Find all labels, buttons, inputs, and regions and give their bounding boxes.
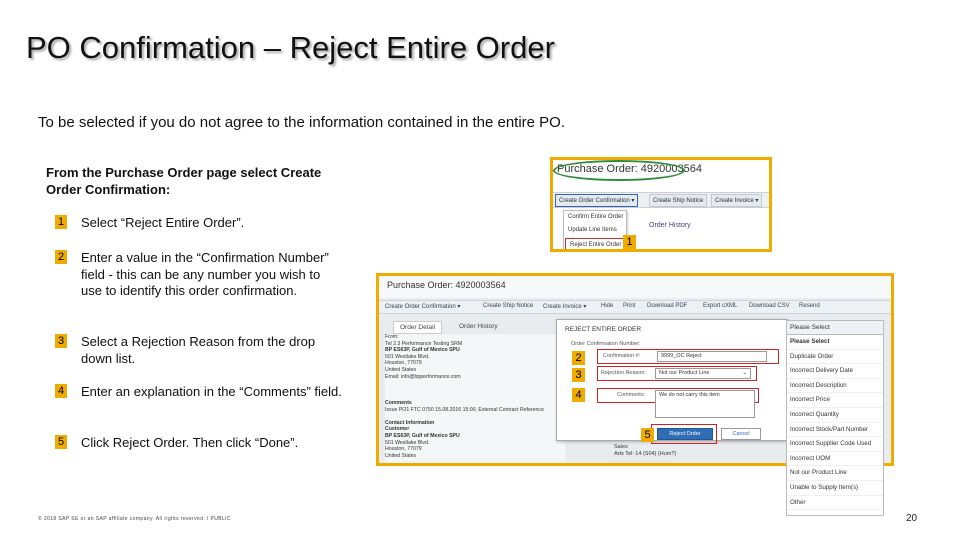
step-2 — [55, 250, 345, 318]
detail-line: Tel 2.3 Performance Testing SRM — [385, 340, 463, 347]
callout-4: 4 — [572, 388, 585, 402]
create-invoice-button[interactable]: Create Invoice ▾ — [543, 304, 587, 310]
tab-order-history[interactable]: Order History — [459, 323, 498, 330]
menu-item-confirm-entire-order[interactable]: Confirm Entire Order — [568, 214, 624, 220]
detail-line: 501 Westlake Blvd. — [385, 439, 430, 446]
dropdown-option[interactable]: Please Select — [787, 335, 883, 350]
detail-line: 501 Westlake Blvd. — [385, 353, 430, 360]
intro-text: To be selected if you do not agree to the information contained in the entire PO. — [38, 114, 565, 131]
detail-line — [385, 413, 565, 420]
dropdown-option[interactable]: Incorrect Stock/Part Number — [787, 423, 883, 438]
create-ship-notice-button[interactable]: Create Ship Notice — [649, 194, 707, 207]
po-details-panel — [385, 334, 565, 464]
step-text: Click Reject Order. Then click “Done”. — [81, 435, 299, 450]
page-title: PO Confirmation – Reject Entire Order — [26, 30, 555, 65]
dropdown-head[interactable]: Please Select — [787, 321, 883, 335]
comments-label: Comments: — [617, 392, 646, 398]
create-invoice-button[interactable]: Create Invoice ▾ — [711, 194, 762, 207]
detail-line: Comments — [385, 399, 412, 406]
cancel-button[interactable]: Cancel — [721, 428, 761, 440]
order-history-link[interactable]: Order History — [649, 222, 691, 229]
menu-item-update-line-items[interactable]: Update Line Items — [568, 227, 617, 233]
reject-entire-order-dialog — [556, 319, 788, 441]
callout-2: 2 — [572, 351, 585, 365]
step-text: Enter an explanation in the “Comments” field. — [81, 384, 342, 399]
detail-line: Houston, 77079 — [385, 446, 422, 453]
page-number: 20 — [906, 513, 918, 524]
detail-line: Customer — [385, 426, 410, 433]
step-number-badge: 3 — [55, 334, 67, 348]
po-toolbar — [553, 192, 772, 208]
dropdown-option[interactable]: Incorrect Quantity — [787, 408, 883, 423]
step-4 — [55, 384, 345, 418]
highlight-reject-button — [651, 424, 717, 444]
confirmation-number-field[interactable]: 9999_OC Reject — [657, 351, 767, 362]
confirmation-menu — [563, 210, 627, 252]
dropdown-option[interactable]: Not our Product Line — [787, 466, 883, 481]
resend-button[interactable]: Resend — [799, 303, 820, 309]
hide-button[interactable]: Hide — [601, 303, 614, 309]
callout-3: 3 — [572, 368, 585, 382]
comments-field[interactable]: We do not carry this item — [655, 390, 755, 418]
step-number-badge: 1 — [55, 215, 67, 229]
download-pdf-button[interactable]: Download PDF — [647, 303, 688, 309]
callout-5: 5 — [641, 428, 654, 442]
rejection-reason-dropdown — [786, 320, 884, 516]
download-csv-button[interactable]: Download CSV — [749, 303, 790, 309]
po-header — [379, 276, 894, 298]
subheading: From the Purchase Order page select Create Order Confirmation: — [46, 165, 322, 197]
menu-item-reject-entire-order[interactable]: Reject Entire Order — [565, 238, 625, 251]
step-3 — [55, 334, 345, 368]
reject-order-button[interactable]: Reject Order — [657, 428, 713, 440]
order-confirmation-number-label: Order Confirmation Number: — [571, 341, 641, 347]
detail-line: From: — [385, 334, 399, 340]
detail-line: BP ES63P, Gulf of Mexico SPU — [385, 432, 460, 439]
detail-line — [385, 380, 565, 387]
dropdown-option[interactable]: Incorrect Delivery Date — [787, 364, 883, 379]
po-toolbar — [379, 300, 894, 314]
rejection-reason-label: Rejection Reason: — [601, 370, 646, 376]
rejection-reason-select[interactable] — [655, 368, 751, 379]
detail-line: United States — [385, 366, 417, 373]
confirmation-number-label: Confirmation #: — [603, 353, 641, 359]
step-number-badge: 5 — [55, 435, 67, 449]
detail-line — [385, 387, 565, 394]
snippet-line: Arts Tel: 14 (S04) (Hum?) — [614, 451, 677, 457]
step-text: Enter a value in the “Confirmation Number” field - this can be any number you wish to use to identify this order confirmation. — [81, 250, 329, 298]
dropdown-option[interactable]: Unable to Supply Item(s) — [787, 481, 883, 496]
dropdown-option[interactable]: Duplicate Order — [787, 350, 883, 365]
highlight-oval — [553, 160, 685, 181]
print-button[interactable]: Print — [623, 303, 636, 309]
detail-line: Houston, 77079 — [385, 360, 422, 367]
export-cxml-button[interactable]: Export cXML — [703, 303, 738, 309]
dropdown-option[interactable]: Other — [787, 496, 883, 511]
callout-1: 1 — [623, 235, 636, 249]
dialog-title: REJECT ENTIRE ORDER — [565, 326, 642, 333]
dropdown-option[interactable]: Incorrect Price — [787, 393, 883, 408]
create-order-confirmation-button[interactable]: Create Order Confirmation ▾ — [555, 194, 638, 207]
step-number-badge: 2 — [55, 250, 67, 264]
chevron-down-icon: ⌄ — [742, 370, 747, 376]
right-snippet — [614, 444, 676, 458]
po-title: Purchase Order: 4920003564 — [387, 280, 506, 290]
step-text: Select “Reject Entire Order”. — [81, 215, 245, 230]
detail-line: Issue PO1 FTC 0750 15.08.2016 15:00, External Contract Reference — [385, 406, 544, 413]
step-text: Select a Rejection Reason from the drop down list. — [81, 334, 316, 366]
dropdown-option[interactable]: Incorrect UOM — [787, 452, 883, 467]
footer-copyright: © 2018 SAP SE or an SAP affiliate company. All rights reserved. ǀ PUBLIC — [38, 516, 231, 522]
tab-order-detail[interactable]: Order Detail — [393, 321, 442, 334]
po-title: Purchase Order: 4920003564 — [557, 163, 702, 175]
dropdown-panel — [786, 320, 884, 516]
snippet-line: Sales — [614, 444, 628, 450]
detail-line: United States — [385, 452, 417, 459]
detail-line: BP ES63P, Gulf of Mexico SPU — [385, 347, 460, 354]
detail-line — [385, 393, 565, 400]
dropdown-option[interactable]: Incorrect Supplier Code Used — [787, 437, 883, 452]
step-number-badge: 4 — [55, 384, 67, 398]
dropdown-option[interactable]: Incorrect Description — [787, 379, 883, 394]
step-1 — [55, 215, 345, 233]
detail-line: Email: info@bpperformance.com — [385, 373, 461, 380]
rejection-reason-value: Not our Product Line — [659, 370, 710, 376]
screenshot-create-order-confirmation — [550, 157, 772, 252]
create-ship-notice-button[interactable]: Create Ship Notice — [483, 303, 534, 309]
step-5 — [55, 435, 345, 453]
create-order-confirmation-button[interactable]: Create Order Confirmation ▾ — [385, 304, 461, 310]
detail-line: Contact Information — [385, 419, 435, 426]
